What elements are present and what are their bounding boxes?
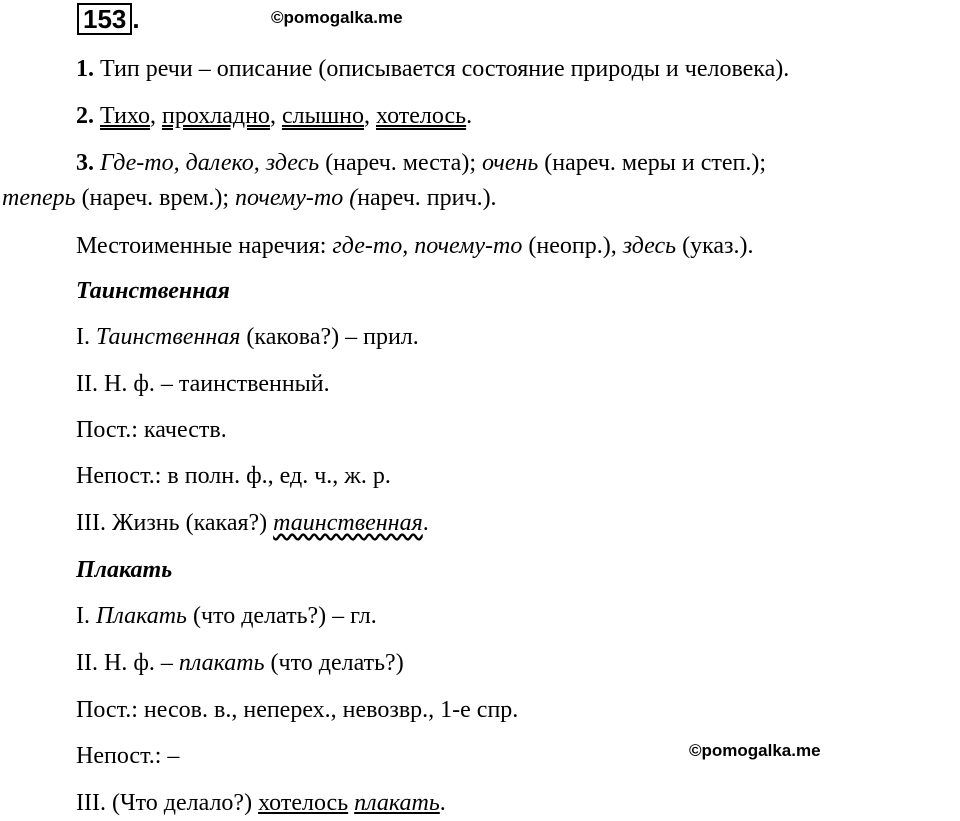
- word-2-form: Плакать: [96, 603, 187, 629]
- pronominal-label: Местоименные наречия:: [76, 233, 333, 259]
- item-2-word: прохладно: [162, 103, 270, 129]
- adverbs-place: Где-то, далеко, здесь: [100, 150, 320, 176]
- task-number-box: 153: [77, 3, 132, 35]
- word-2-row-5: [76, 788, 446, 818]
- demonstrative-adverb: здесь: [622, 233, 677, 259]
- item-3-line-2: [2, 183, 497, 213]
- word-2-question: (что делать?) – гл.: [186, 603, 377, 629]
- word-1-row-5: [76, 508, 429, 538]
- word-1-row-2: II. Н. ф. – таинственный.: [76, 371, 330, 397]
- item-2-word: слышно: [281, 103, 365, 129]
- demonstrative-label: (указ.).: [676, 233, 754, 259]
- item-1-text: Тип речи – описание (описывается состояние природы и человека).: [100, 56, 790, 82]
- indefinite-label: (неопр.),: [522, 233, 623, 259]
- comma: ,: [364, 103, 371, 129]
- task-number-dot: .: [132, 4, 140, 34]
- word-1-row-1: [76, 322, 419, 352]
- word-2-initial-form: плакать: [178, 650, 265, 676]
- word-1-row-3: Пост.: качеств.: [76, 417, 227, 443]
- word-2-sentence: III. (Что делало?): [76, 790, 259, 816]
- roman-numeral: I.: [76, 603, 96, 629]
- roman-numeral: I.: [76, 324, 96, 350]
- word-1-end: .: [422, 510, 429, 536]
- word-2-predicate-inf: плакать: [354, 790, 440, 816]
- item-2-word: хотелось: [376, 103, 467, 129]
- comma: ,: [269, 103, 276, 129]
- word-2-row-3: Пост.: несов. в., неперех., невозвр., 1-е спр.: [76, 697, 519, 723]
- task-number: [77, 3, 140, 33]
- word-1-question: (какова?) – прил.: [240, 324, 419, 350]
- word-1-row-4: Непост.: в полн. ф., ед. ч., ж. р.: [76, 463, 391, 489]
- item-2-number: 2.: [76, 103, 94, 129]
- adverb-measure: очень: [481, 150, 539, 176]
- item-2-end: .: [466, 103, 473, 129]
- item-1: [76, 54, 789, 84]
- word-2-initial-question: (что делать?): [264, 650, 404, 676]
- watermark-bottom: ©pomogalka.me: [689, 741, 821, 760]
- adverb-cause: почему-то (: [235, 185, 358, 211]
- word-2-predicate-main: хотелось: [258, 790, 349, 816]
- item-1-number: 1.: [76, 56, 94, 82]
- label-cause: нареч. прич.).: [357, 185, 497, 211]
- label-place: (нареч. места);: [319, 150, 482, 176]
- word-1-predicate: таинственная: [273, 510, 423, 536]
- label-measure: (нареч. меры и степ.);: [538, 150, 767, 176]
- comma: ,: [150, 103, 156, 129]
- word-2-row-1: [76, 601, 377, 631]
- label-time: (нареч. врем.);: [75, 185, 236, 211]
- adverb-time: теперь: [2, 185, 76, 211]
- pronominal-adverbs: [76, 231, 754, 261]
- item-3-line-1: [76, 148, 766, 178]
- item-2-word: Тихо: [100, 103, 150, 129]
- item-2: [76, 101, 472, 131]
- word-2-row-4: Непост.: –: [76, 743, 180, 769]
- watermark-top: ©pomogalka.me: [271, 8, 403, 27]
- word-2-initial-label: II. Н. ф. –: [76, 650, 179, 676]
- heading-word-1: Таинственная: [76, 278, 230, 304]
- word-2-row-2: [76, 648, 404, 678]
- word-2-end: .: [439, 790, 446, 816]
- heading-word-2: Плакать: [76, 557, 173, 583]
- word-1-sentence: III. Жизнь (какая?): [76, 510, 274, 536]
- indefinite-adverbs: где-то, почему-то: [332, 233, 523, 259]
- item-3-number: 3.: [76, 150, 94, 176]
- word-1-form: Таинственная: [96, 324, 241, 350]
